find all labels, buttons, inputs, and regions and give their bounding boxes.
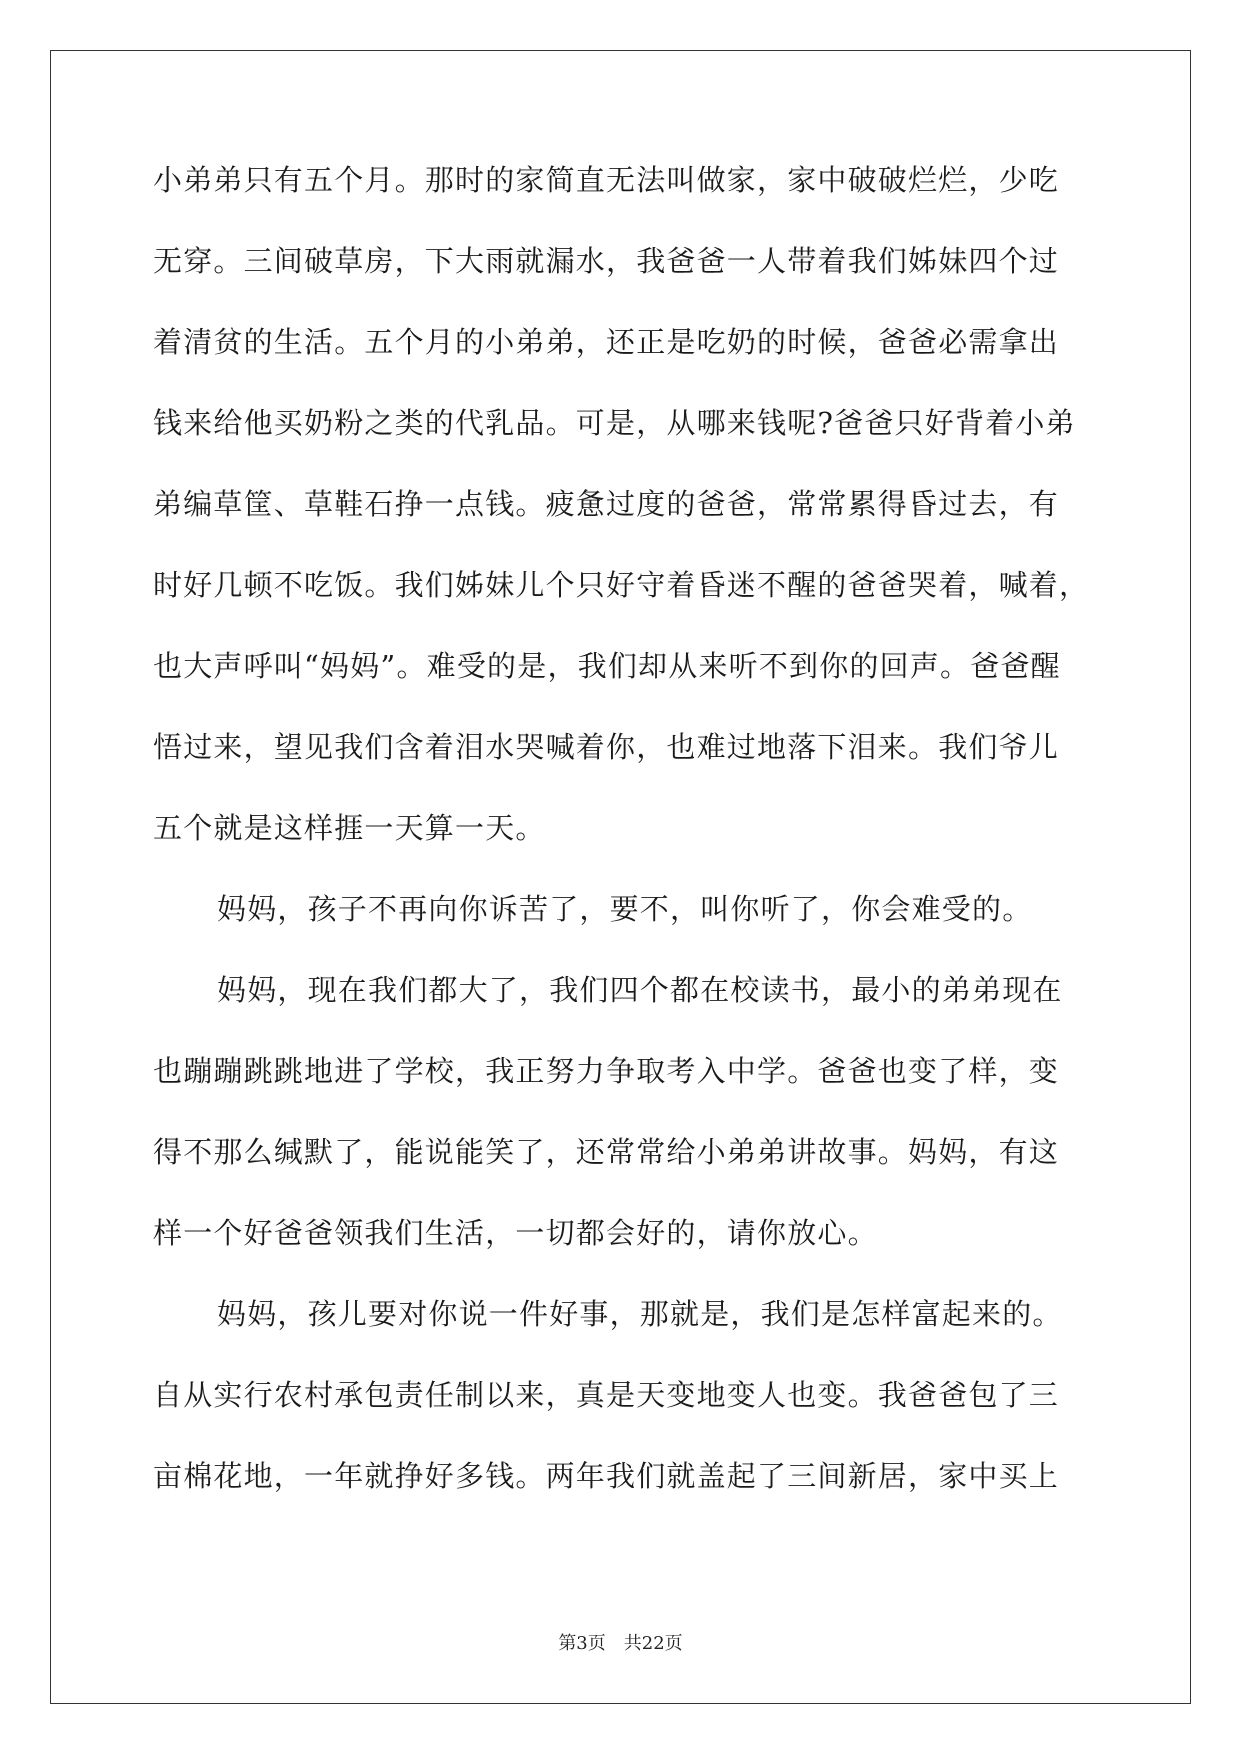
text-line: 亩棉花地，一年就挣好多钱。两年我们就盖起了三间新居，家中买上	[153, 1459, 1060, 1493]
page-footer	[0, 1629, 1241, 1655]
text-line: 弟编草筐、草鞋石挣一点钱。疲惫过度的爸爸，常常累得昏过去，有	[153, 487, 1060, 521]
text-line: 无穿。三间破草房，下大雨就漏水，我爸爸一人带着我们姊妹四个过	[153, 244, 1060, 278]
text-line: 自从实行农村承包责任制以来，真是天变地变人也变。我爸爸包了三	[153, 1378, 1060, 1412]
page-number: 第3页	[558, 1633, 606, 1654]
text-line: 钱来给他买奶粉之类的代乳品。可是，从哪来钱呢?爸爸只好背着小弟	[153, 406, 1076, 440]
text-line: 着清贫的生活。五个月的小弟弟，还正是吃奶的时候，爸爸必需拿出	[153, 325, 1060, 359]
text-line: 悟过来，望见我们含着泪水哭喊着你，也难过地落下泪来。我们爷儿	[153, 730, 1060, 764]
text-line: 也蹦蹦跳跳地进了学校，我正努力争取考入中学。爸爸也变了样，变	[153, 1054, 1060, 1088]
text-line: 样一个好爸爸领我们生活，一切都会好的，请你放心。	[153, 1216, 878, 1250]
text-line: 小弟弟只有五个月。那时的家简直无法叫做家，家中破破烂烂，少吃	[153, 163, 1060, 197]
text-line: 得不那么缄默了，能说能笑了，还常常给小弟弟讲故事。妈妈，有这	[153, 1135, 1060, 1169]
text-line: 五个就是这样捱一天算一天。	[153, 811, 546, 845]
text-line: 时好几顿不吃饭。我们姊妹儿个只好守着昏迷不醒的爸爸哭着，喊着，	[153, 568, 1090, 602]
document-body	[153, 160, 1093, 1537]
page-total: 共22页	[623, 1633, 683, 1654]
paragraph-start-line: 妈妈，孩儿要对你说一件好事，那就是，我们是怎样富起来的。	[217, 1297, 1063, 1331]
paragraph-start-line: 妈妈，现在我们都大了，我们四个都在校读书，最小的弟弟现在	[217, 973, 1063, 1007]
text-line: 也大声呼叫“妈妈”。难受的是，我们却从来听不到你的回声。爸爸醒	[153, 649, 1061, 683]
paragraph-start-line: 妈妈，孩子不再向你诉苦了，要不，叫你听了，你会难受的。	[217, 892, 1033, 926]
